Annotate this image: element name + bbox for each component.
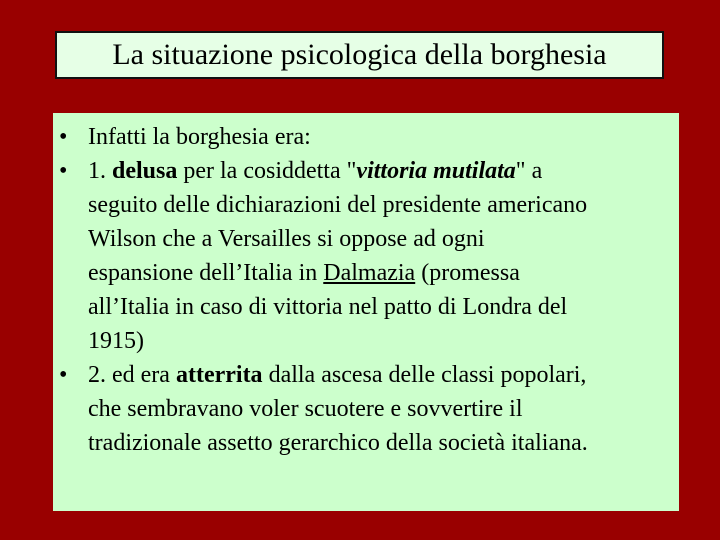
bullet-item <box>53 154 653 358</box>
bullet-text: dalla ascesa delle classi popolari, <box>262 362 587 388</box>
bullet-text: 1. <box>88 158 112 184</box>
bullet-text: 2. ed era <box>88 362 176 388</box>
bullet-item <box>53 358 653 460</box>
bullet-list <box>53 120 653 460</box>
bullet-text: tradizionale assetto gerarchico della società italiana. <box>88 430 588 456</box>
content-box <box>53 113 679 511</box>
bullet-line <box>88 426 653 460</box>
bullet-line <box>88 358 653 392</box>
bullet-text: che sembravano voler scuotere e sovvertire il <box>88 396 523 422</box>
bullet-text: Infatti la borghesia era: <box>88 124 311 150</box>
bullet-marker: • <box>59 362 68 388</box>
bold-italic-term-vittoria-mutilata: vittoria mutilata <box>356 158 516 184</box>
bullet-line <box>88 324 653 358</box>
bold-term-atterrita: atterrita <box>175 362 263 388</box>
bullet-marker: • <box>59 124 68 150</box>
bullet-text: seguito delle dichiarazioni del presidente americano <box>88 192 588 218</box>
bullet-line <box>88 392 653 426</box>
bullet-text: " a <box>515 158 543 184</box>
bullet-line <box>88 222 653 256</box>
bullet-marker: • <box>59 158 68 184</box>
bullet-text: 1915) <box>88 328 144 354</box>
underlined-term-dalmazia: Dalmazia <box>323 260 416 286</box>
bullet-text: Wilson che a Versailles si oppose ad ogni <box>88 226 485 252</box>
bullet-line <box>88 154 653 188</box>
bullet-text: (promessa <box>415 260 520 286</box>
bullet-text: espansione dell’Italia in <box>88 260 324 286</box>
bullet-line <box>88 290 653 324</box>
bullet-text: all’Italia in caso di vittoria nel patto di Londra del <box>88 294 568 320</box>
slide-title: La situazione psicologica della borghesia <box>112 38 607 71</box>
bullet-line <box>88 188 653 222</box>
bullet-item <box>53 120 653 154</box>
title-box <box>55 31 664 79</box>
bold-term-delusa: delusa <box>112 158 178 184</box>
bullet-line <box>88 256 653 290</box>
bullet-text: per la cosiddetta " <box>177 158 357 184</box>
bullet-line <box>88 120 653 154</box>
